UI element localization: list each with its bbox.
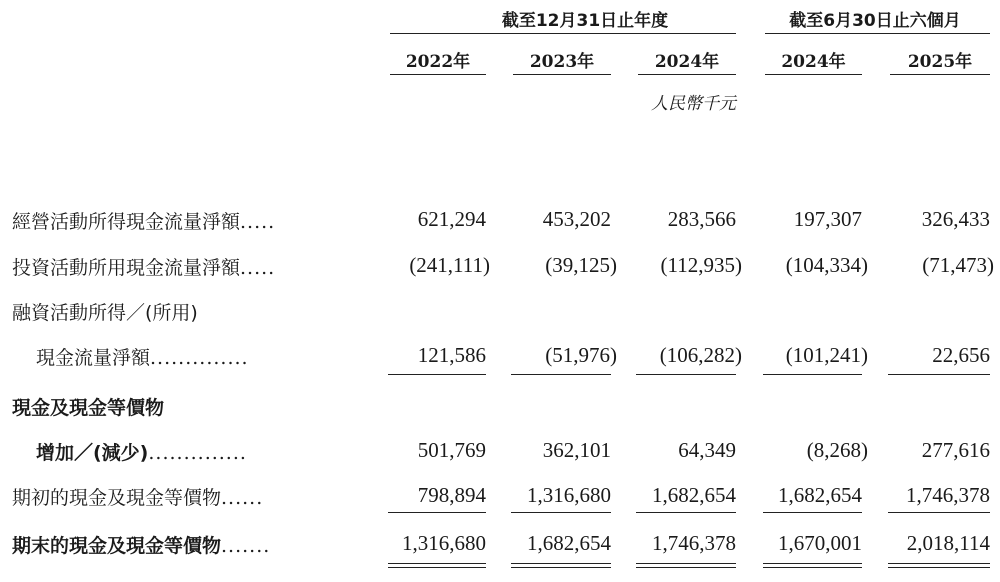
row-label-text: 現金流量淨額 xyxy=(36,347,151,369)
cell-increase-2023: 362,101 xyxy=(542,438,611,462)
cell-beginning-2023: 1,316,680 xyxy=(527,483,611,507)
cell-financing-2024: (106,282) xyxy=(659,343,742,367)
cell-ending-2025h1: 2,018,114 xyxy=(906,531,990,555)
group-header-annual: 截至12月31日止年度 xyxy=(501,11,669,31)
cell-investing-2024: (112,935) xyxy=(660,253,742,277)
leader-dots: .............. xyxy=(150,347,249,369)
cell-investing-2023: (39,125) xyxy=(545,253,617,277)
unit-label: 人民幣千元 xyxy=(651,94,736,114)
cell-operating-2022: 621,294 xyxy=(417,207,486,231)
cell-operating-2024: 283,566 xyxy=(667,207,736,231)
row-label-beginning xyxy=(12,483,263,510)
cell-beginning-2025h1: 1,746,378 xyxy=(906,483,990,507)
cell-ending-2022: 1,316,680 xyxy=(402,531,486,555)
subtotal-rule-10 xyxy=(888,512,990,513)
cell-investing-2025h1: (71,473) xyxy=(922,253,994,277)
row-label-text: 增加／(減少) xyxy=(36,442,149,464)
leader-dots: ..... xyxy=(240,257,276,279)
cell-increase-2024: 64,349 xyxy=(678,438,736,462)
cell-increase-2024h1: (8,268) xyxy=(806,438,868,462)
subtotal-rule-1 xyxy=(388,374,486,375)
year-rule-4 xyxy=(765,74,862,75)
cell-ending-2024h1: 1,670,001 xyxy=(778,531,862,555)
row-label-financing xyxy=(12,298,198,325)
row-label-text: 融資活動所得／(所用) xyxy=(12,302,198,324)
cell-operating-2025h1: 326,433 xyxy=(921,207,990,231)
year-rule-2 xyxy=(513,74,611,75)
cell-financing-2022: 121,586 xyxy=(417,343,486,367)
leader-dots: ...... xyxy=(221,487,264,509)
row-label-text: 現金及現金等價物 xyxy=(12,397,165,419)
subtotal-rule-3 xyxy=(636,374,736,375)
cell-increase-2025h1: 277,616 xyxy=(921,438,990,462)
year-header-2023: 2023年 xyxy=(529,52,595,72)
total-double-rule-4 xyxy=(763,563,862,568)
cell-beginning-2022: 798,894 xyxy=(417,483,486,507)
cell-beginning-2024h1: 1,682,654 xyxy=(778,483,862,507)
row-label-increase-decrease xyxy=(36,438,247,465)
year-header-2024-interim: 2024年 xyxy=(781,52,846,72)
group-annual-rule xyxy=(390,33,736,34)
row-label-text: 期末的現金及現金等價物 xyxy=(12,535,222,557)
cell-ending-2023: 1,682,654 xyxy=(527,531,611,555)
cell-investing-2024h1: (104,334) xyxy=(785,253,868,277)
subtotal-rule-6 xyxy=(388,512,486,513)
row-label-text: 期初的現金及現金等價物 xyxy=(12,487,222,509)
cell-beginning-2024: 1,682,654 xyxy=(652,483,736,507)
row-label-ending xyxy=(12,531,270,558)
cell-financing-2023: (51,976) xyxy=(545,343,617,367)
row-label-investing xyxy=(12,253,275,280)
group-interim-rule xyxy=(765,33,990,34)
year-rule-5 xyxy=(890,74,990,75)
year-header-2025-interim: 2025年 xyxy=(907,52,973,72)
year-rule-3 xyxy=(638,74,736,75)
row-label-cash-change xyxy=(12,393,164,420)
cell-ending-2024: 1,746,378 xyxy=(652,531,736,555)
row-label-operating xyxy=(12,207,275,234)
cell-financing-2024h1: (101,241) xyxy=(785,343,868,367)
total-double-rule-3 xyxy=(636,563,736,568)
subtotal-rule-5 xyxy=(888,374,990,375)
cell-operating-2024h1: 197,307 xyxy=(793,207,862,231)
subtotal-rule-4 xyxy=(763,374,862,375)
group-header-interim: 截至6月30日止六個月 xyxy=(789,11,961,31)
year-header-2022: 2022年 xyxy=(405,52,471,72)
leader-dots: .............. xyxy=(148,442,247,464)
subtotal-rule-7 xyxy=(511,512,611,513)
leader-dots: ....... xyxy=(221,535,271,557)
total-double-rule-5 xyxy=(888,563,990,568)
cell-financing-2025h1: 22,656 xyxy=(932,343,990,367)
subtotal-rule-8 xyxy=(636,512,736,513)
total-double-rule-1 xyxy=(388,563,486,568)
row-label-financing-net xyxy=(36,343,249,370)
row-label-text: 投資活動所用現金流量淨額 xyxy=(12,257,241,279)
total-double-rule-2 xyxy=(511,563,611,568)
row-label-text: 經營活動所得現金流量淨額 xyxy=(12,211,241,233)
leader-dots: ..... xyxy=(240,211,276,233)
cell-investing-2022: (241,111) xyxy=(409,253,490,277)
cell-operating-2023: 453,202 xyxy=(542,207,611,231)
cell-increase-2022: 501,769 xyxy=(417,438,486,462)
subtotal-rule-9 xyxy=(763,512,862,513)
subtotal-rule-2 xyxy=(511,374,611,375)
year-rule-1 xyxy=(390,74,486,75)
year-header-2024: 2024年 xyxy=(654,52,720,72)
